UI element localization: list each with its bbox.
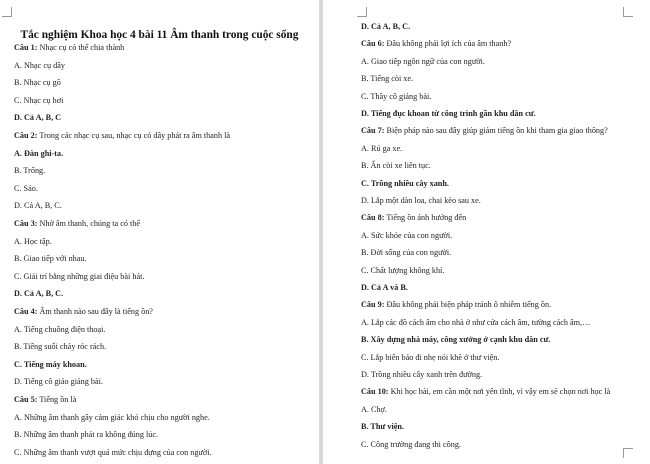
correct-answer: D. Cả A, B, C.	[361, 22, 411, 31]
correct-answer: B. Xây dựng nhà máy, công xưởng ở cạnh khu dân cư.	[361, 335, 551, 345]
document-page-left	[0, 0, 319, 464]
question-text: Tiếng ồn là	[37, 395, 77, 404]
answer-option: A. Sức khỏe của con người.	[361, 230, 453, 240]
question-number: Câu 7:	[361, 126, 385, 136]
question-text: Nhờ âm thanh, chúng ta có thể	[37, 219, 140, 228]
question-text: Âm thanh nào sau đây là tiếng ồn?	[37, 307, 153, 316]
answer-option: C. Giải trí bằng những giai điệu bài hát.	[14, 271, 145, 281]
answer-option: D. Tiếng cô giáo giảng bài.	[14, 377, 103, 387]
answer-option: B. Nhạc cụ gõ	[14, 78, 61, 88]
question-text: Nhạc cụ có thể chia thành	[37, 43, 125, 52]
answer-option: B. Trống.	[14, 166, 46, 176]
answer-option: B. Giao tiếp với nhau.	[14, 254, 87, 264]
correct-answer: D. Cả A, B, C	[14, 113, 62, 123]
question-text: Biện pháp nào sau đây giúp giảm tiếng ồn khi tham gia giao thông?	[384, 126, 608, 136]
answer-option: C. Sáo.	[14, 183, 38, 193]
correct-answer: C. Trồng nhiều cây xanh.	[361, 178, 449, 188]
answer-option: C. Thầy cô giảng bài.	[361, 91, 432, 101]
question-text: Tiếng ồn ảnh hưởng đến	[384, 213, 467, 223]
question-line	[14, 131, 230, 141]
question-text: Trong các nhạc cụ sau, nhạc cụ có dây phát ra âm thanh là	[37, 131, 231, 140]
question-line	[14, 395, 76, 405]
question-line	[361, 39, 511, 49]
answer-option: C. Lắp biển báo đi nhẹ nói khẽ ở thư viện.	[361, 352, 500, 362]
answer-option: C. Nhạc cụ hơi	[14, 95, 64, 105]
question-number: Câu 10:	[361, 387, 389, 397]
question-number: Câu 4:	[14, 307, 38, 316]
answer-option: B. Đời sống của con người.	[361, 248, 452, 258]
question-number: Câu 6:	[361, 39, 385, 49]
question-line	[361, 126, 608, 136]
correct-answer: A. Đàn ghi-ta.	[14, 148, 64, 158]
answer-option: C. Chất lượng không khí.	[361, 265, 445, 275]
document-title: Tắc nghiệm Khoa học 4 bài 11 Âm thanh trong cuộc sống	[20, 29, 299, 41]
answer-option: A. Nhạc cụ dây	[14, 60, 65, 70]
question-line	[14, 43, 124, 53]
answer-option: B. Tiếng suối chảy róc rách.	[14, 342, 107, 352]
answer-option: A. Học tập.	[14, 236, 52, 246]
question-number: Câu 1:	[14, 43, 38, 52]
margin-corner-top-left	[2, 7, 12, 17]
correct-answer: D. Cả A, B, C.	[14, 289, 64, 299]
margin-corner-top-right	[623, 7, 633, 17]
question-number: Câu 9:	[361, 300, 385, 310]
question-line	[361, 300, 551, 310]
question-number: Câu 5:	[14, 395, 38, 404]
answer-option: B. Những âm thanh phát ra không đúng lúc.	[14, 430, 159, 440]
answer-option: D. Cả A, B, C.	[14, 201, 62, 211]
answer-option: C. Công trường đang thi công.	[361, 439, 461, 449]
answer-option: B. Ấn còi xe liên tục.	[361, 161, 431, 171]
question-number: Câu 3:	[14, 219, 38, 228]
correct-answer: C. Tiếng máy khoan.	[14, 359, 87, 369]
question-text: Khi học bài, em cần một nơi yên tĩnh, vì vậy em sẽ chọn nơi học là	[388, 387, 611, 397]
question-line	[361, 213, 466, 223]
answer-option: A. Chợ.	[361, 404, 387, 414]
answer-option: A. Rú ga xe.	[361, 143, 403, 153]
correct-answer: D. Tiếng đục khoan từ công trình gần khu dân cư.	[361, 109, 536, 118]
answer-option: A. Lắp các đồ cách âm cho nhà ở như cửa cách âm, tường cách âm,…	[361, 317, 591, 327]
margin-corner-bottom-right	[623, 448, 633, 458]
question-line	[14, 219, 140, 229]
question-number: Câu 8:	[361, 213, 385, 223]
answer-option: A. Những âm thanh gây cảm giác khó chịu cho người nghe.	[14, 412, 210, 422]
answer-option: D. Lắp một dàn loa, chai kèo sau xe.	[361, 196, 481, 205]
answer-option: B. Tiếng còi xe.	[361, 74, 414, 84]
question-text: Đâu không phải biện pháp tránh ô nhiễm tiếng ồn.	[384, 300, 552, 310]
answer-option: A. Giao tiếp ngôn ngữ của con người.	[361, 56, 485, 66]
question-line	[361, 387, 610, 397]
answer-option: A. Tiếng chuông điện thoại.	[14, 324, 106, 334]
correct-answer: D. Cả A và B.	[361, 283, 408, 292]
question-line	[14, 307, 153, 317]
question-text: Đâu không phải lợi ích của âm thanh?	[384, 39, 512, 49]
question-number: Câu 2:	[14, 131, 38, 140]
answer-option: C. Những âm thanh vượt quá mức chịu đựng của con người.	[14, 447, 212, 457]
correct-answer: B. Thư viện.	[361, 422, 404, 432]
margin-corner-top-left	[357, 7, 367, 17]
document-page-right	[323, 0, 650, 464]
answer-option: D. Trồng nhiều cây xanh trên đường.	[361, 370, 483, 379]
